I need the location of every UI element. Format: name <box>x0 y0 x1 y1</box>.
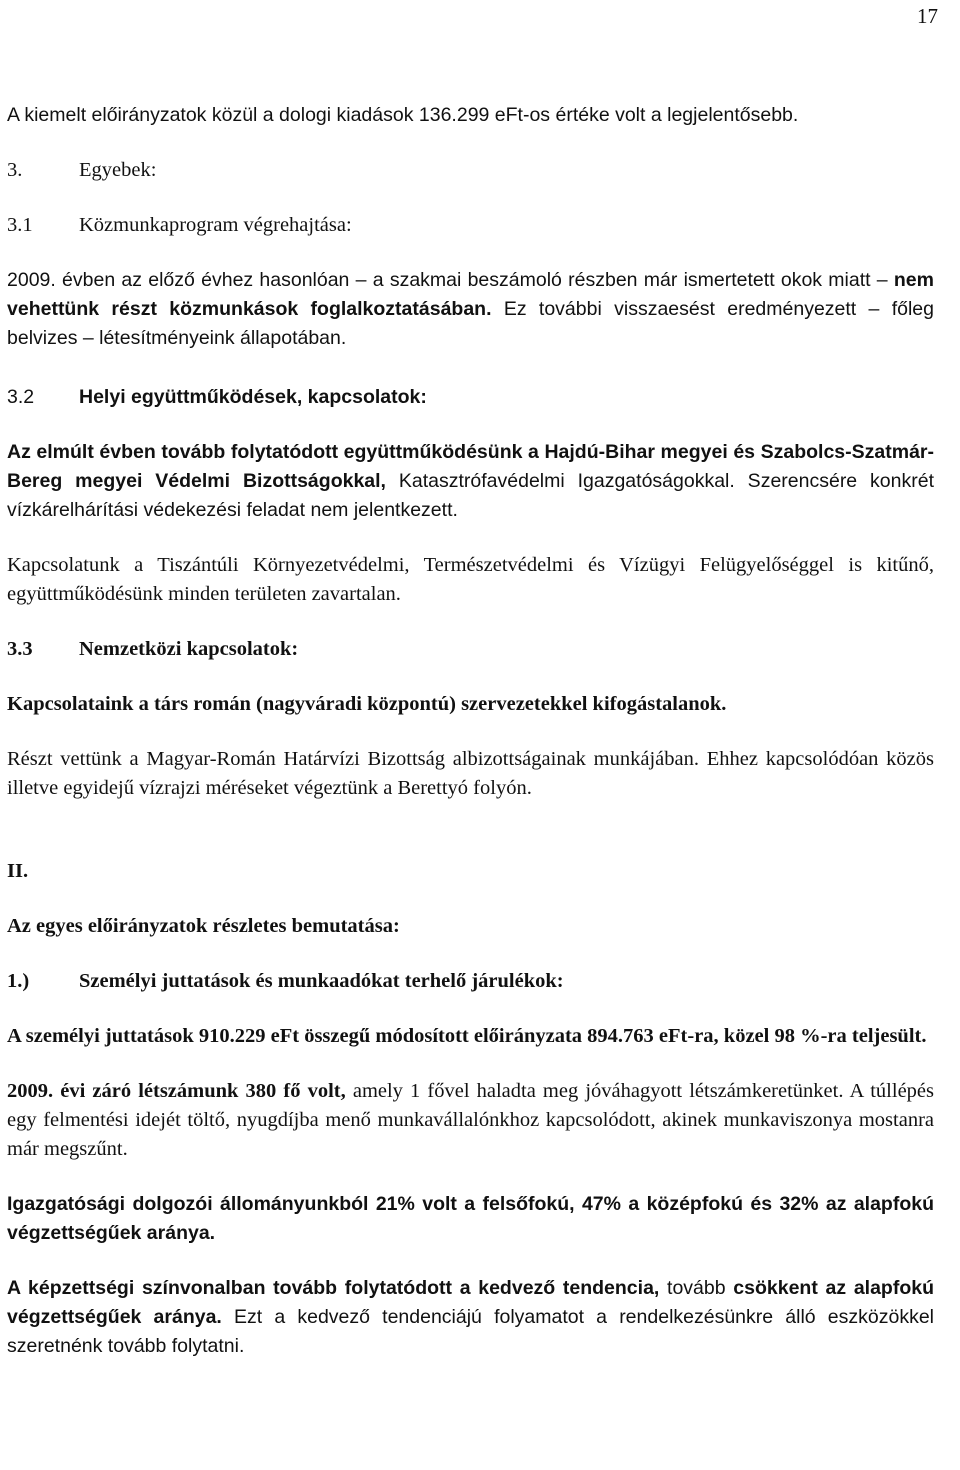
heading-section-ii: II. <box>7 860 29 882</box>
heading-egyebek <box>7 156 934 185</box>
text-run: Ez további visszaesést eredményezett – főleg belvizes – létesítményeink állapotában. <box>7 298 934 349</box>
paragraph-teljesites: A személyi juttatások 910.229 eFt összegű módosított előirányzata 894.763 eFt-ra, közel 98 %-ra teljesült. <box>7 1025 927 1047</box>
heading-number: 1.) <box>7 970 30 992</box>
text-run-bold: Az elmúlt évben tovább folytatódott együttműködésünk a Hajdú-Bihar megyei és Szabolcs-Szatmár-Bereg megyei Védelmi Bizottságokkal, <box>7 441 934 492</box>
page-number: 17 <box>917 4 938 28</box>
heading-text: Helyi együttműködések, kapcsolatok: <box>79 386 427 408</box>
heading-szemelyi-juttatasok <box>7 967 934 996</box>
text-run: amely 1 fővel haladta meg jóváhagyott létszámkeretünket. A túllépés egy felmentési idejét töltő, nyugdíjba menő munkavállalónkhoz kapcsolódott, akinek munkaviszonya mostanra már megszűnt. <box>7 1080 934 1160</box>
paragraph-hatarvizi-bizottsag: Részt vettünk a Magyar-Román Határvízi Bizottság albizottságainak munkájában. Ehhez kapcsolódóan közös illetve egyidejű vízrajzi méréseket végeztünk a Berettyó folyón. <box>7 748 934 799</box>
paragraph-letszam <box>7 1077 934 1164</box>
heading-reszletes-bemutatas: Az egyes előirányzatok részletes bemutatása: <box>7 915 400 937</box>
document-body <box>7 101 934 1361</box>
heading-helyi-egyuttmukodesek <box>7 383 934 412</box>
heading-text: Közmunkaprogram végrehajtása: <box>79 214 352 236</box>
paragraph-roman-kapcsolatok: Kapcsolataink a társ román (nagyváradi központú) szervezetekkel kifogástalanok. <box>7 693 727 715</box>
text-run-bold: A képzettségi színvonalban tovább folytatódott a kedvező tendencia, <box>7 1277 660 1299</box>
heading-number: 3. <box>7 159 23 181</box>
text-run: tovább <box>659 1277 734 1299</box>
text-run: Katasztrófavédelmi Igazgatóságokkal. Szerencsére konkrét vízkárelhárítási védekezési feladat nem jelentkezett. <box>7 470 934 521</box>
text-run-bold: nem vehettünk részt közmunkások foglalkoztatásában. <box>7 269 934 320</box>
heading-number: 3.1 <box>7 214 33 236</box>
text-run: Ezt a kedvező tendenciájú folyamatot a rendelkezésünkre álló eszközökkel szeretnénk tovább folytatni. <box>7 1306 935 1357</box>
heading-number: 3.2 <box>7 386 35 408</box>
text-run-bold: csökkent az alapfokú végzettségűek aránya. <box>7 1277 935 1328</box>
paragraph-kozmunka <box>7 266 934 353</box>
paragraph-dologi-kiadasok: A kiemelt előirányzatok közül a dologi kiadások 136.299 eFt-os értéke volt a legjelentősebb. <box>7 104 799 126</box>
heading-text: Nemzetközi kapcsolatok: <box>79 638 299 660</box>
heading-kozmunkaprogram <box>7 211 934 240</box>
heading-text: Egyebek: <box>79 159 157 181</box>
paragraph-kepzettseg <box>7 1274 934 1361</box>
paragraph-tiszantuli: Kapcsolatunk a Tiszántúli Környezetvédelmi, Természetvédelmi és Vízügyi Felügyelőséggel is kitűnő, együttműködésünk minden területen zavartalan. <box>7 554 934 605</box>
paragraph-vegzettseg-aranyok: Igazgatósági dolgozói állományunkból 21% volt a felsőfokú, 47% a középfokú és 32% az alapfokú végzettségűek aránya. <box>7 1193 934 1244</box>
paragraph-vedelmi-bizottsagok <box>7 438 934 525</box>
heading-number: 3.3 <box>7 638 33 660</box>
heading-nemzetkozi-kapcsolatok <box>7 635 934 664</box>
heading-text: Személyi juttatások és munkaadókat terhelő járulékok: <box>79 970 564 992</box>
text-run-bold: 2009. évi záró létszámunk 380 fő volt, <box>7 1080 346 1102</box>
text-run: 2009. évben az előző évhez hasonlóan – a szakmai beszámoló részben már ismertetett okok miatt – <box>7 269 894 291</box>
